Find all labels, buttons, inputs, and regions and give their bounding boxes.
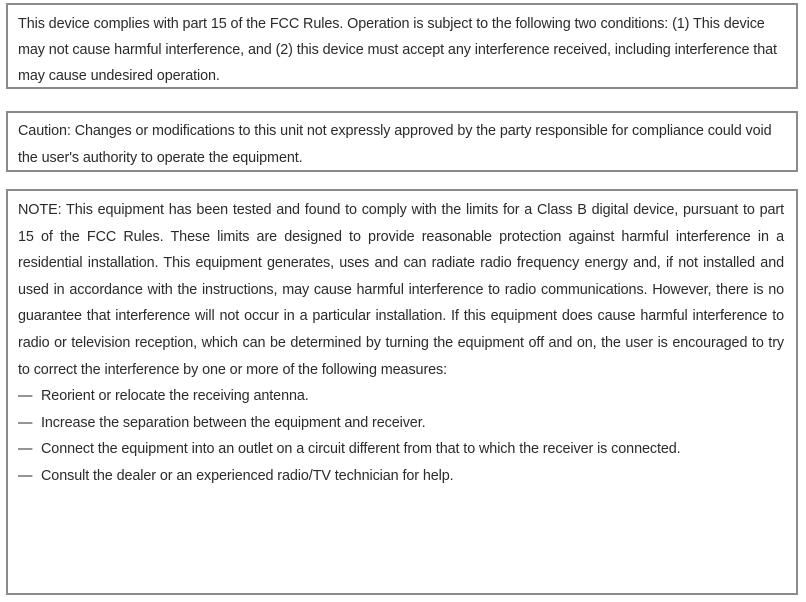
- measure-text: Reorient or relocate the receiving antenna.: [41, 388, 309, 405]
- measure-dash: —: [18, 441, 33, 458]
- caution-text: Caution: Changes or modifications to this unit not expressly approved by the party responsible for compliance could void the user's authority to operate the equipment.: [18, 123, 772, 166]
- measure-text: Consult the dealer or an experienced radio/TV technician for help.: [41, 467, 454, 484]
- measure-text: Connect the equipment into an outlet on a circuit different from that to which the receiver is connected.: [41, 441, 681, 458]
- fcc-compliance-text: This device complies with part 15 of the FCC Rules. Operation is subject to the following two conditions: (1) This device may not cause harmful interference, and (2) this device must accept any interference received, including interference that may cause undesired operation.: [18, 16, 777, 84]
- note-text: NOTE: This equipment has been tested and found to comply with the limits for a Class B digital device, pursuant to part 15 of the FCC Rules. These limits are designed to provide reasonable protection against harmful interference in a residential installation. This equipment generates, uses and can radiate radio frequency energy and, if not installed and used in accordance with the instructions, may cause harmful interference to radio communications. However, there is no guarantee that interference will not occur in a particular installation. If this equipment does cause harmful interference to radio or television reception, which can be determined by turning the equipment off and on, the user is encouraged to try to correct the interference by one or more of the following measures:: [18, 202, 784, 378]
- fcc-compliance-box: [6, 3, 798, 89]
- note-box: [6, 189, 798, 595]
- measure-text: Increase the separation between the equipment and receiver.: [41, 414, 426, 431]
- measure-item: [18, 383, 784, 410]
- measure-dash: —: [18, 388, 33, 405]
- measure-dash: —: [18, 414, 33, 431]
- measure-dash: —: [18, 467, 33, 484]
- caution-box: [6, 111, 798, 172]
- measure-item: [18, 436, 784, 463]
- measure-item: [18, 410, 784, 437]
- measure-item: [18, 463, 784, 490]
